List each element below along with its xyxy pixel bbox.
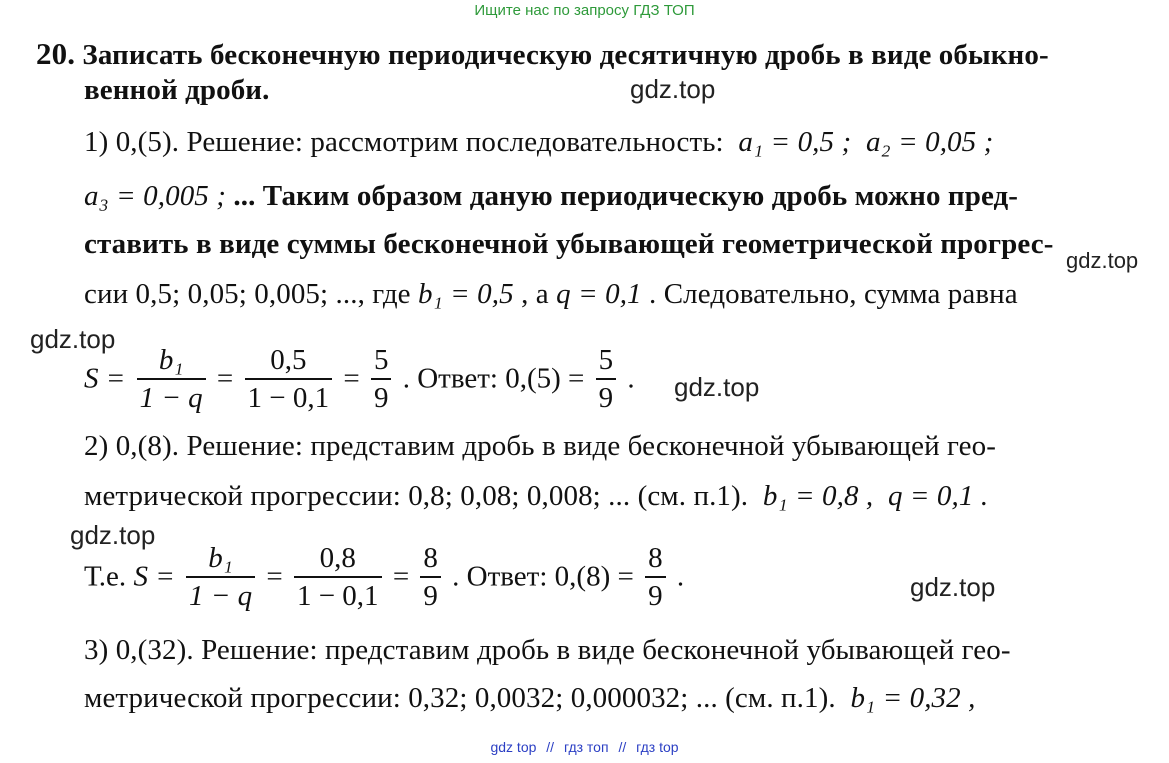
part2-formula — [84, 540, 684, 614]
formula1-frac3-den: 9 — [373, 382, 389, 414]
formula2-frac3 — [420, 540, 441, 614]
part3-line2-text: метрической прогрессии: 0,32; 0,0032; 0,000032; ... (см. п.1). — [84, 682, 836, 714]
part2-b1: b₁ = 0,8 , — [762, 480, 874, 512]
watermark: gdz.top — [630, 74, 716, 104]
formula2-frac2-num: 0,8 — [294, 540, 382, 578]
formula2-eq1: = — [266, 560, 283, 593]
watermark: gdz.top — [674, 372, 760, 402]
part3-b1: b₁ = 0,32 , — [850, 682, 976, 714]
formula1-eq1: = — [216, 362, 234, 395]
watermark: gdz.top — [910, 572, 996, 602]
formula1-frac3 — [371, 342, 392, 416]
part3-line2 — [84, 682, 975, 715]
formula1-answer-label: . Ответ: — [402, 362, 498, 395]
formula2-frac3-den: 9 — [423, 580, 438, 612]
formula2-frac4-den: 9 — [648, 580, 663, 612]
formula2-frac4 — [645, 540, 666, 614]
footer-link-gdz-top[interactable]: gdz top — [490, 739, 537, 755]
formula2-answer-label: . Ответ: — [452, 560, 548, 593]
footer-link-gdz-top-mixed[interactable]: гдз top — [636, 739, 679, 755]
part2-q: q = 0,1 . — [887, 480, 989, 512]
part1-q: q = 0,1 — [556, 278, 642, 310]
formula1-frac4-num: 5 — [596, 342, 617, 380]
formula2-frac2 — [294, 540, 382, 614]
watermark: gdz.top — [70, 520, 156, 550]
part2-line2 — [84, 480, 988, 513]
formula2-prefix: Т.е. — [84, 560, 127, 593]
formula2-frac1-num: b₁ — [186, 540, 255, 578]
part1-a3: a₃ = 0,005 ; — [84, 180, 227, 212]
part1-line4 — [84, 278, 1018, 311]
part1-line1-text: 1) 0,(5). Решение: рассмотрим последовательность: — [84, 126, 724, 158]
formula1-end: . — [627, 362, 635, 395]
part2-line2-text: метрической прогрессии: 0,8; 0,08; 0,008; ... (см. п.1). — [84, 480, 749, 512]
formula1-frac2-num: 0,5 — [245, 342, 333, 380]
footer-separator: // — [618, 739, 627, 755]
formula2-S: S = — [133, 560, 175, 593]
formula1-frac4 — [596, 342, 617, 416]
formula1-frac2 — [245, 342, 333, 416]
formula1-frac3-num: 5 — [371, 342, 392, 380]
formula1-frac4-den: 9 — [598, 382, 614, 414]
part1-line4-mid: , а — [521, 278, 549, 310]
formula2-end: . — [676, 560, 685, 593]
watermark: gdz.top — [30, 324, 116, 354]
part1-a2: a₂ = 0,05 ; — [865, 126, 994, 158]
footer-link-gdz-top-ru[interactable]: гдз топ — [563, 739, 609, 755]
footer-separator: // — [546, 739, 555, 755]
part1-line4-end: . Следовательно, сумма равна — [649, 278, 1018, 310]
problem-title-line1: Записать бесконечную периодическую десятичную дробь в виде обыкно- — [82, 39, 1049, 71]
formula2-eq2: = — [392, 560, 410, 593]
formula2-frac1 — [186, 540, 255, 614]
part1-line1 — [84, 126, 993, 159]
formula2-frac3-num: 8 — [420, 540, 441, 578]
part1-b1: b₁ = 0,5 — [418, 278, 514, 310]
part1-line3: ставить в виде суммы бесконечной убывающей геометрической прогрес- — [84, 228, 1054, 260]
formula1-eq2: = — [343, 362, 360, 395]
part1-a1: a₁ = 0,5 ; — [738, 126, 852, 158]
formula1-S: S = — [84, 362, 126, 395]
formula2-answer-value: 0,(8) = — [554, 560, 634, 593]
formula1-frac1-num: b₁ — [137, 342, 206, 380]
part1-line2-rest: ... Таким образом даную периодическую дробь можно пред- — [233, 180, 1019, 212]
formula1-frac1-den: 1 − q — [139, 382, 203, 414]
part1-line4-start: сии 0,5; 0,05; 0,005; ..., где — [84, 278, 411, 310]
footer-links — [0, 739, 1169, 755]
formula2-frac4-num: 8 — [645, 540, 666, 578]
part1-formula — [84, 342, 635, 416]
part3-line1: 3) 0,(32). Решение: представим дробь в виде бесконечной убывающей гео- — [84, 634, 1011, 666]
problem-heading — [36, 36, 1049, 72]
problem-title-line2: венной дроби. — [84, 74, 270, 106]
part2-line1: 2) 0,(8). Решение: представим дробь в виде бесконечной убывающей гео- — [84, 430, 996, 462]
part1-line2 — [84, 180, 1018, 213]
formula2-frac2-den: 1 − 0,1 — [296, 580, 379, 612]
formula1-frac1 — [137, 342, 206, 416]
formula1-frac2-den: 1 − 0,1 — [247, 382, 330, 414]
formula1-answer-value: 0,(5) = — [505, 362, 585, 395]
formula2-frac1-den: 1 − q — [189, 580, 253, 612]
problem-number: 20. — [36, 36, 76, 71]
watermark: gdz.top — [1066, 248, 1139, 273]
top-banner[interactable]: Ищите нас по запросу ГДЗ ТОП — [474, 2, 695, 19]
